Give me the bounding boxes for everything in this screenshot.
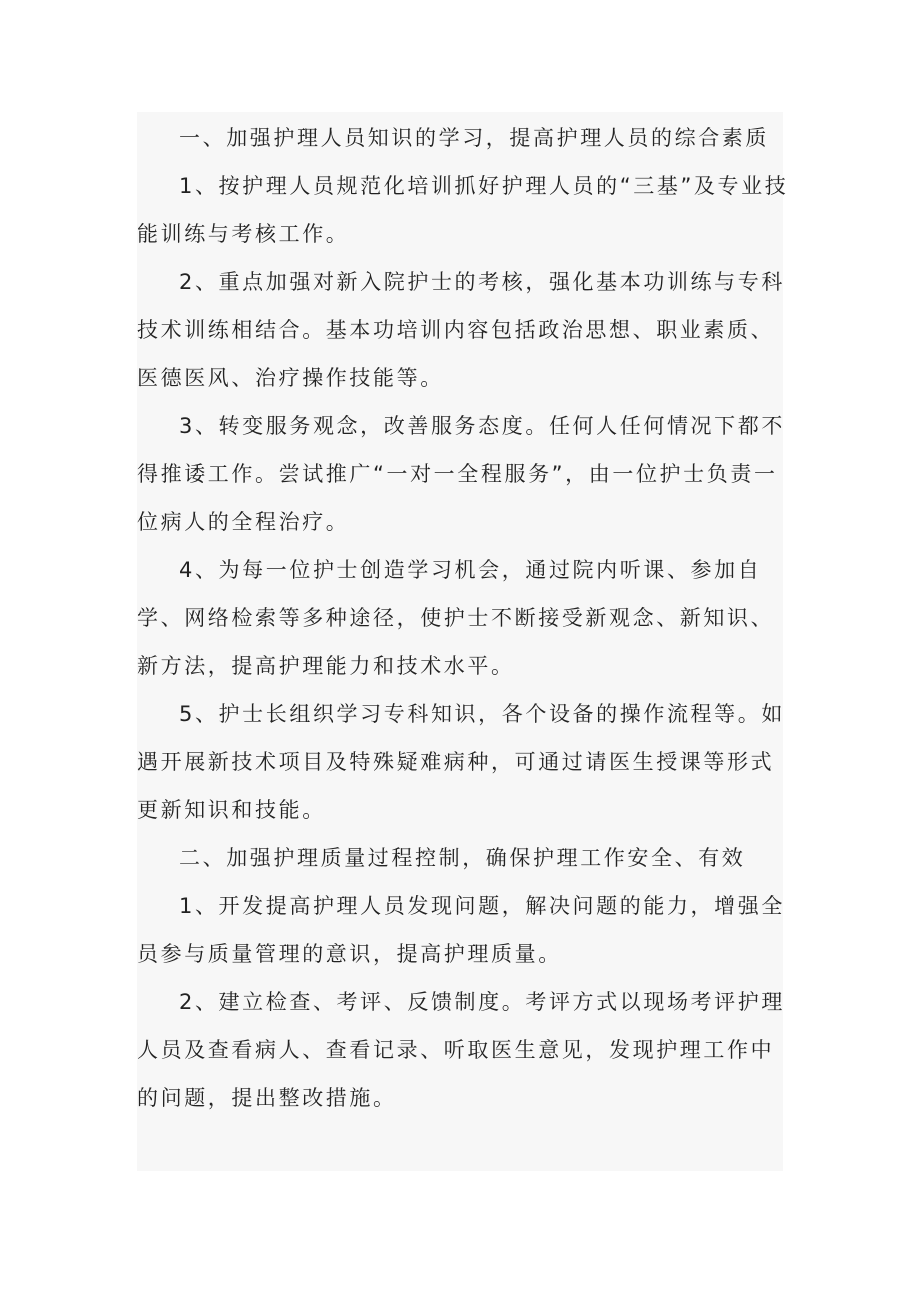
- section-heading-2: 二、加强护理质量过程控制，确保护理工作安全、有效: [179, 846, 746, 870]
- paragraph-item: 4、为每一位护士创造学习机会，通过院内听课、参加自学、网络检索等多种途径，使护士不断接受新观念、新知识、新方法，提高护理能力和技术水平。: [137, 558, 775, 678]
- paragraph-item: 5、护士长组织学习专科知识，各个设备的操作流程等。如遇开展新技术项目及特殊疑难病种，可通过请医生授课等形式更新知识和技能。: [137, 702, 785, 822]
- section-heading-1: 一、加强护理人员知识的学习，提高护理人员的综合素质: [179, 126, 769, 150]
- paragraph-item: 1、按护理人员规范化培训抓好护理人员的“三基”及专业技能训练与考核工作。: [137, 174, 789, 246]
- document-body: [137, 114, 797, 1122]
- paragraph-item: 2、建立检查、考评、反馈制度。考评方式以现场考评护理人员及查看病人、查看记录、听取医生意见，发现护理工作中的问题，提出整改措施。: [137, 990, 785, 1110]
- paragraph-item: 1、开发提高护理人员发现问题，解决问题的能力，增强全员参与质量管理的意识，提高护理质量。: [137, 894, 785, 966]
- paragraph-item: 3、转变服务观念，改善服务态度。任何人任何情况下都不得推诿工作。尝试推广“一对一全程服务”，由一位护士负责一位病人的全程治疗。: [137, 414, 785, 534]
- paragraph-item: 2、重点加强对新入院护士的考核，强化基本功训练与专科技术训练相结合。基本功培训内容包括政治思想、职业素质、医德医风、治疗操作技能等。: [137, 270, 785, 390]
